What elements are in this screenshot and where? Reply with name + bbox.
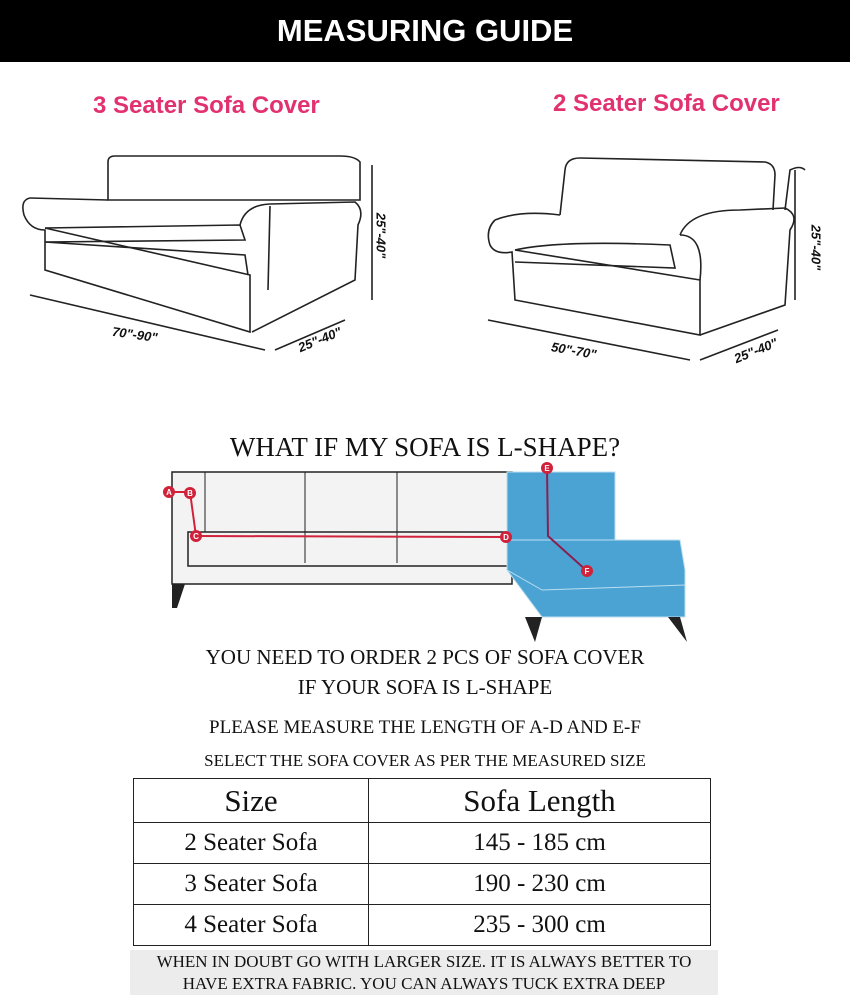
svg-text:A: A — [166, 488, 172, 497]
two-seater-height-label: 25"-40" — [808, 224, 824, 271]
point-f-marker — [581, 565, 593, 577]
table-row — [134, 905, 711, 946]
instruction-line-3: PLEASE MEASURE THE LENGTH OF A-D AND E-F — [209, 717, 641, 738]
instruction-line-2: IF YOUR SOFA IS L-SHAPE — [297, 675, 553, 699]
two-seater-sofa-icon — [488, 158, 805, 360]
footer-line-1: WHEN IN DOUBT GO WITH LARGER SIZE. IT IS ALWAYS BETTER TO — [156, 952, 692, 971]
three-seater-title: 3 Seater Sofa Cover — [93, 92, 320, 119]
page-title: MEASURING GUIDE — [276, 13, 574, 48]
size-table — [133, 778, 711, 946]
point-e-marker — [541, 462, 553, 474]
l-shape-sofa-illustration — [150, 460, 710, 645]
table-row — [134, 864, 711, 905]
svg-text:B: B — [187, 489, 193, 498]
svg-text:F: F — [584, 567, 590, 576]
instruction-line-1: YOU NEED TO ORDER 2 PCS OF SOFA COVER — [205, 645, 645, 669]
size-cell: 3 Seater Sofa — [134, 864, 369, 905]
footer-line-2: HAVE EXTRA FABRIC. YOU CAN ALWAYS TUCK EXTRA DEEP — [182, 974, 666, 993]
header-banner — [0, 0, 850, 62]
three-seater-sofa-icon — [23, 156, 372, 350]
table-row — [134, 823, 711, 864]
point-a-marker — [163, 486, 175, 498]
l-shape-title: WHAT IF MY SOFA IS L-SHAPE? — [229, 432, 621, 462]
two-seater-length-label: 50"-70" — [550, 339, 598, 362]
point-d-marker — [500, 531, 512, 543]
point-b-marker — [184, 487, 196, 499]
point-c-marker — [190, 530, 202, 542]
svg-text:C: C — [193, 532, 199, 541]
header-sofa-length: Sofa Length — [369, 779, 711, 823]
two-seater-depth-label: 25"-40" — [731, 335, 780, 366]
three-seater-depth-label: 25"-40" — [295, 324, 344, 355]
sofa-outlines — [0, 140, 850, 380]
header-size: Size — [134, 779, 369, 823]
length-cell: 190 - 230 cm — [369, 864, 711, 905]
three-seater-length-label: 70"-90" — [111, 323, 159, 346]
table-header-row — [134, 779, 711, 823]
footer-note — [130, 950, 718, 995]
svg-text:D: D — [503, 533, 509, 542]
size-cell: 4 Seater Sofa — [134, 905, 369, 946]
three-seater-height-label: 25"-40" — [373, 212, 389, 259]
length-cell: 145 - 185 cm — [369, 823, 711, 864]
length-cell: 235 - 300 cm — [369, 905, 711, 946]
two-seater-title: 2 Seater Sofa Cover — [553, 90, 780, 117]
instruction-line-4: SELECT THE SOFA COVER AS PER THE MEASURED SIZE — [204, 751, 646, 770]
size-cell: 2 Seater Sofa — [134, 823, 369, 864]
svg-text:E: E — [544, 464, 550, 473]
